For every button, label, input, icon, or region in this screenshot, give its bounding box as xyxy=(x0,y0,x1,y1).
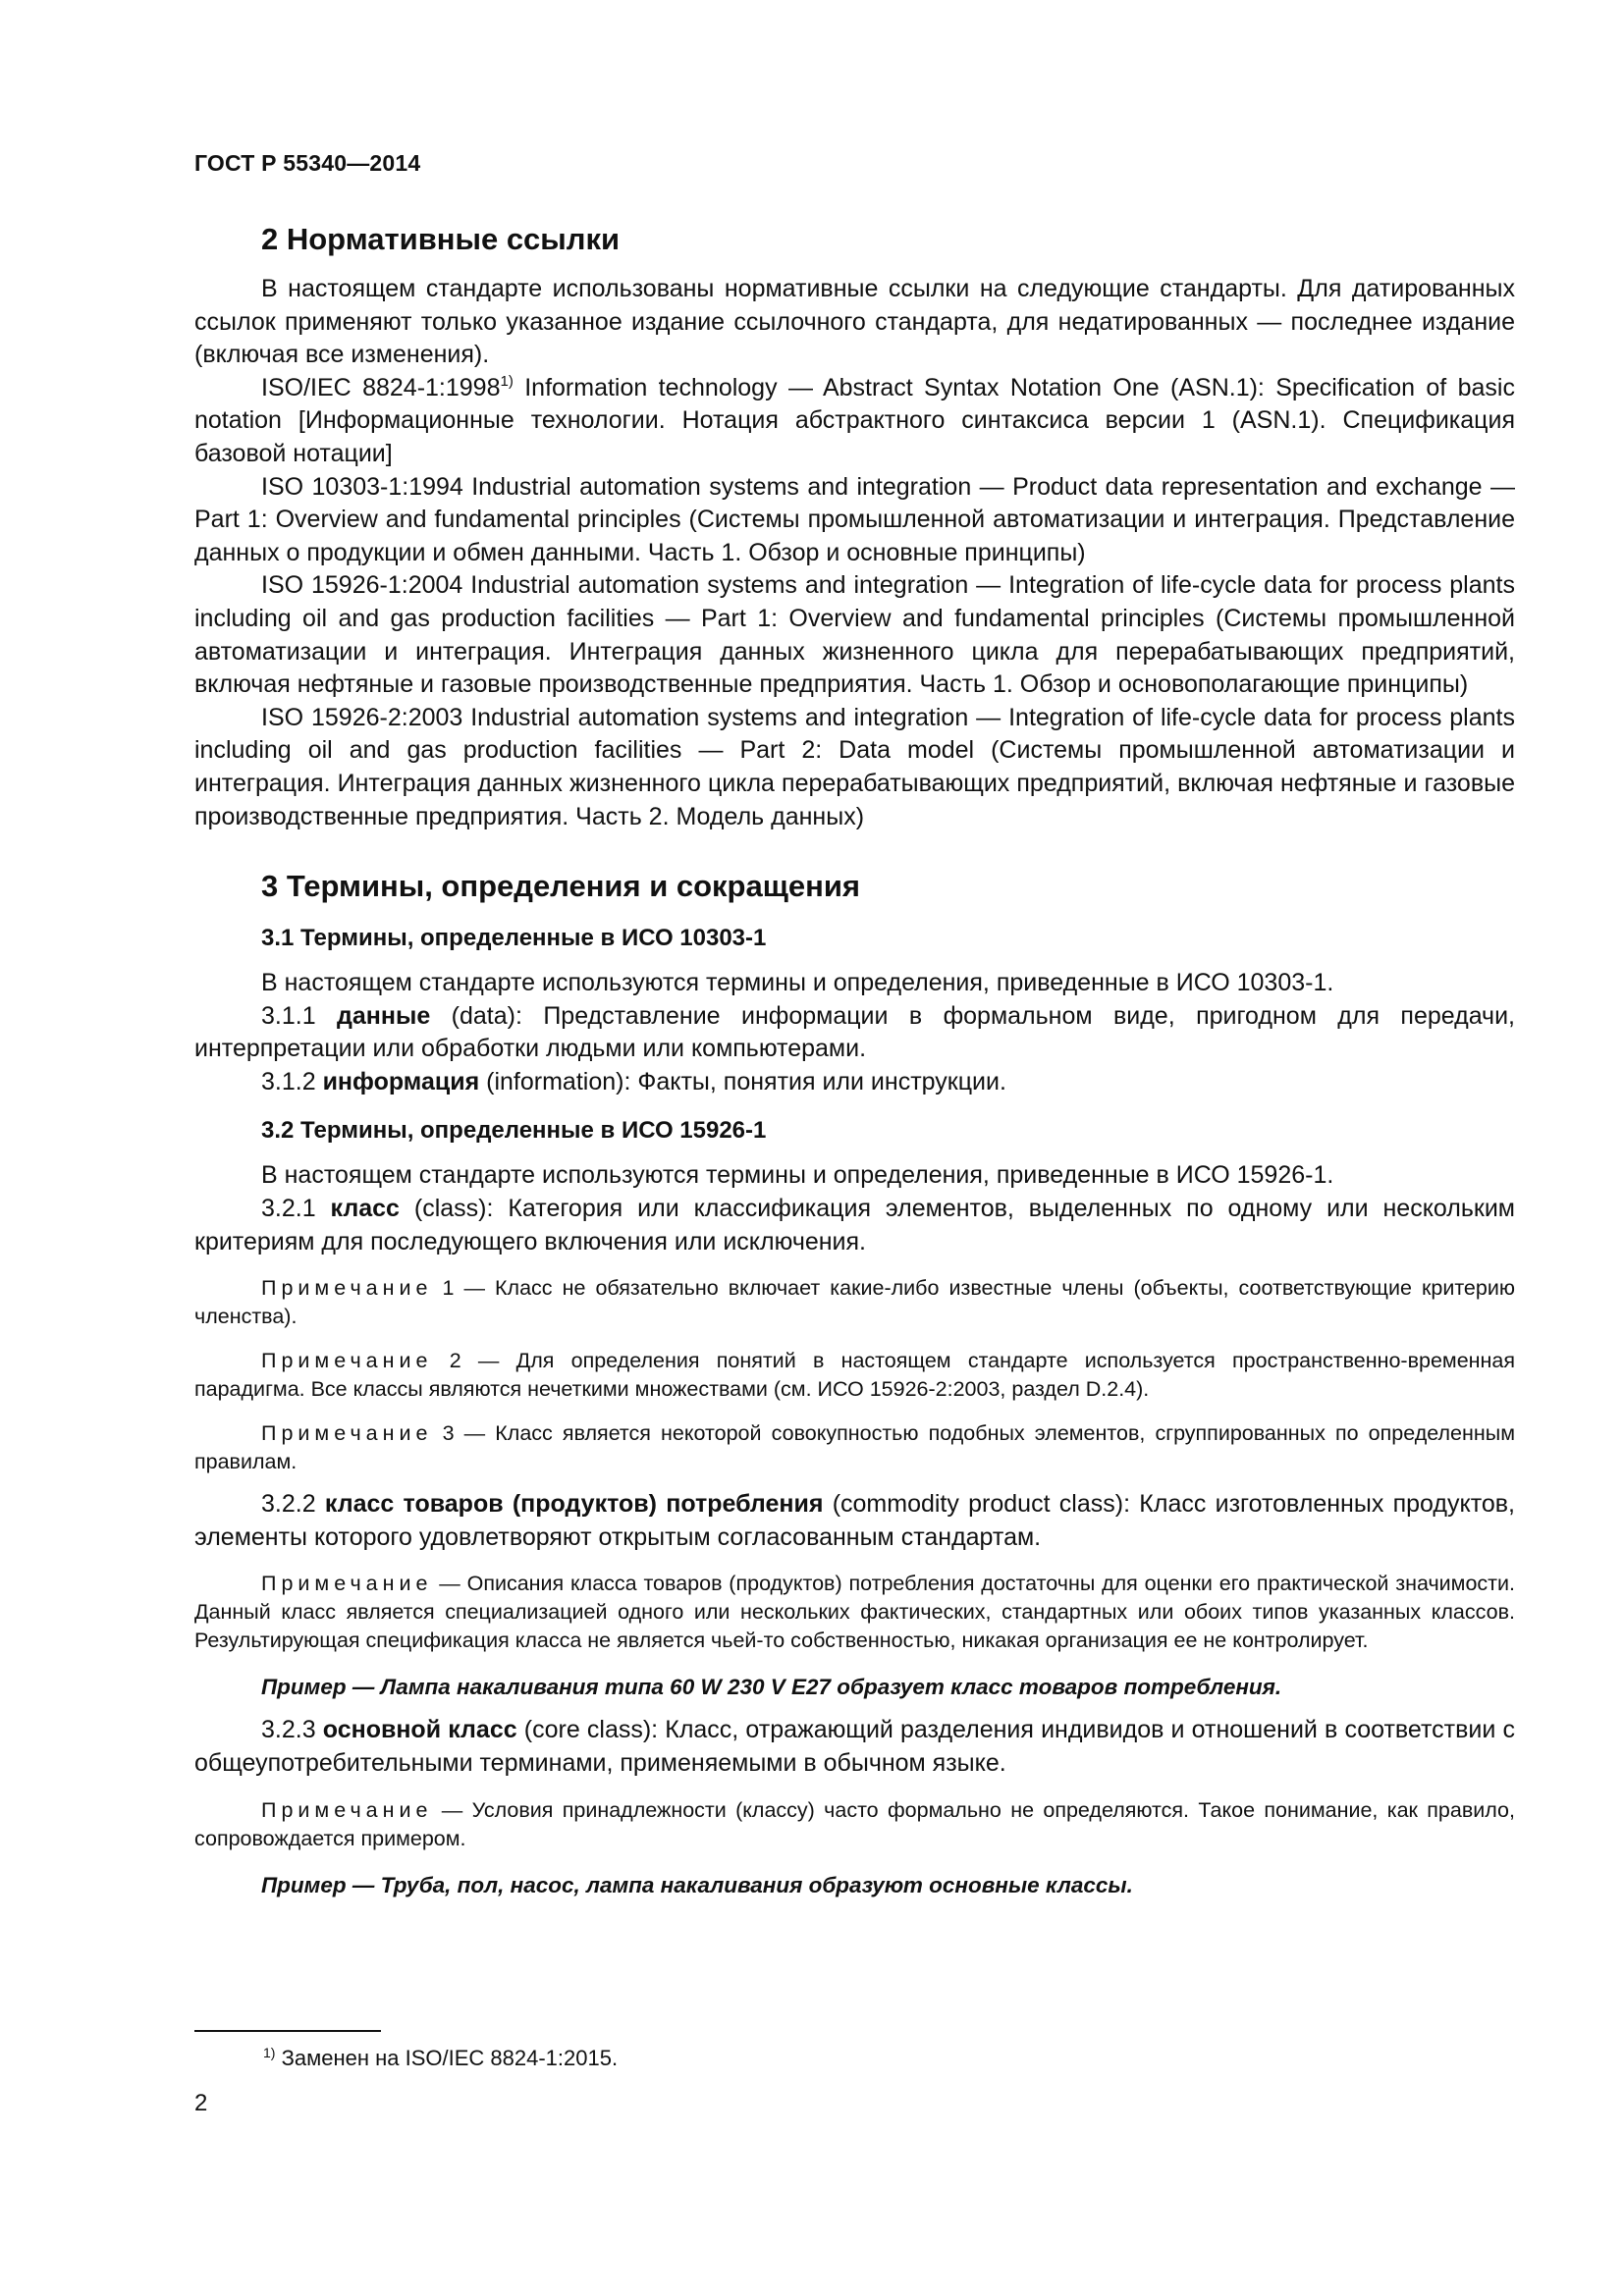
normative-reference: ISO 10303-1:1994 Industrial automation systems and integration — Product data representation and exchange — Part 1: Overview and fundamental principles (Системы промышленной автоматизации и интеграция. Представление данных о продукции и обмен данными. Часть 1. Обзор и основные принципы) xyxy=(194,472,1515,566)
note xyxy=(194,1570,1515,1655)
section-2-title: 2 Нормативные ссылки xyxy=(261,222,621,256)
subsection-3-1-intro: В настоящем стандарте используются термины и определения, приведенные в ИСО 10303-1. xyxy=(261,969,1334,997)
footnote-text: Заменен на ISO/IEC 8824-1:2015. xyxy=(275,2046,619,2070)
term-text: (core class): Класс, отражающий разделения индивидов и отношений в соответствии с общеупотребительными терминами, применяемыми в обычном языке. xyxy=(194,1716,1515,1778)
term-definition xyxy=(194,1066,1515,1099)
note xyxy=(194,1347,1515,1404)
section-3-title: 3 Термины, определения и сокращения xyxy=(261,869,860,904)
term-name: класс xyxy=(330,1195,400,1223)
reference-code: ISO/IEC 8824-1:1998 xyxy=(261,373,501,401)
normative-reference: ISO 15926-2:2003 Industrial automation systems and integration — Integration of life-cycle data for process plants including oil and gas production facilities — Part 2: Data model (Системы промышленной автоматизации и интеграция. Интеграция данных жизненного цикла перерабатывающих предприятий, включая нефтяные и газовые производственные предприятия. Часть 2. Модель данных) xyxy=(194,703,1515,830)
term-number: 3.2.1 xyxy=(261,1195,331,1223)
term-number: 3.1.1 xyxy=(261,1001,338,1030)
section-2-intro: В настоящем стандарте использованы нормативные ссылки на следующие стандарты. Для датированных ссылок применяют только указанное издание ссылочного стандарта, для недатированных — последнее издание (включая все изменения). xyxy=(194,275,1515,369)
term-definition xyxy=(194,1488,1515,1554)
term-number: 3.1.2 xyxy=(261,1067,323,1095)
term-text: (information): Факты, понятия или инструкции. xyxy=(479,1067,1006,1095)
note-text: 1 — Класс не обязательно включает какие-либо известные члены (объекты, соответствующие критерию членства). xyxy=(194,1276,1515,1329)
term-text: (commodity product class): Класс изготовленных продуктов, элементы которого удовлетворяют открытым согласованным стандартам. xyxy=(194,1490,1515,1551)
term-name: основной класс xyxy=(322,1716,517,1744)
page-number: 2 xyxy=(194,2090,208,2116)
note-text: — Условия принадлежности (классу) часто формально не определяются. Такое понимание, как правило, сопровождается примером. xyxy=(194,1797,1515,1850)
normative-reference: ISO 15926-1:2004 Industrial automation systems and integration — Integration of life-cycle data for process plants including oil and gas production facilities — Part 1: Overview and fundamental principles (Системы промышленной автоматизации и интеграция. Интеграция данных жизненного цикла для перерабатывающих предприятий, включая нефтяные и газовые производственные предприятия. Часть 1. Обзор и основополагающие принципы) xyxy=(194,571,1515,699)
note-text: 3 — Класс является некоторой совокупностью подобных элементов, сгруппированных по определенным правилам. xyxy=(194,1421,1515,1474)
note-label: Примечание xyxy=(261,1572,433,1596)
note-text: 2 — Для определения понятий в настоящем стандарте используется пространственно-временная парадигма. Все классы являются нечеткими множествами (см. ИСО 15926-2:2003, раздел D.2.4). xyxy=(194,1349,1515,1402)
footnote-marker: 1) xyxy=(263,2045,276,2060)
note-label: Примечание xyxy=(261,1797,433,1822)
term-text: (class): Категория или классификация элементов, выделенных по одному или нескольким критериям для последующего включения или исключения. xyxy=(194,1195,1515,1255)
note xyxy=(194,1419,1515,1476)
term-name: данные xyxy=(337,1001,431,1030)
note-label: Примечание xyxy=(261,1276,433,1301)
term-number: 3.2.3 xyxy=(261,1716,323,1744)
example: Пример — Лампа накаливания типа 60 W 230 V E27 образует класс товаров потребления. xyxy=(261,1675,1282,1700)
reference-text: Information technology — Abstract Syntax Notation One (ASN.1): Specification of basic notation [Информационные технологии. Нотация абстрактного синтаксиса версии 1 (ASN.1). Спецификация базовой нотации] xyxy=(194,373,1515,467)
note-label: Примечание xyxy=(261,1349,433,1373)
normative-reference xyxy=(194,372,1515,471)
term-text: (data): Представление информации в формальном виде, пригодном для передачи, интерпретации или обработки людьми или компьютерами. xyxy=(194,1001,1515,1063)
term-definition xyxy=(194,1193,1515,1258)
term-definition xyxy=(194,1000,1515,1066)
note-text: — Описания класса товаров (продуктов) потребления достаточны для оценки его практической значимости. Данный класс является специализацией одного или нескольких фактических, стандартных или обоих типов указанных классов. Результирующая спецификация класса не является чьей-то собственностью, никакая организация ее не контролирует. xyxy=(194,1572,1515,1653)
term-name: информация xyxy=(322,1067,480,1095)
term-name: класс товаров (продуктов) потребления xyxy=(324,1490,824,1519)
subsection-3-1-title: 3.1 Термины, определенные в ИСО 10303-1 xyxy=(261,925,767,952)
footnote-marker: 1) xyxy=(500,372,514,390)
page-content xyxy=(194,220,1515,1900)
footnote-divider xyxy=(194,2030,381,2032)
example: Пример — Труба, пол, насос, лампа накаливания образуют основные классы. xyxy=(261,1872,1133,1897)
footnote xyxy=(263,2046,618,2071)
note xyxy=(194,1274,1515,1331)
term-number: 3.2.2 xyxy=(261,1490,325,1519)
subsection-3-2-title: 3.2 Термины, определенные в ИСО 15926-1 xyxy=(261,1117,767,1145)
note xyxy=(194,1796,1515,1853)
term-definition xyxy=(194,1714,1515,1780)
subsection-3-2-intro: В настоящем стандарте используются термины и определения, приведенные в ИСО 15926-1. xyxy=(261,1161,1334,1190)
document-header: ГОСТ Р 55340—2014 xyxy=(194,150,421,176)
note-label: Примечание xyxy=(261,1421,433,1446)
